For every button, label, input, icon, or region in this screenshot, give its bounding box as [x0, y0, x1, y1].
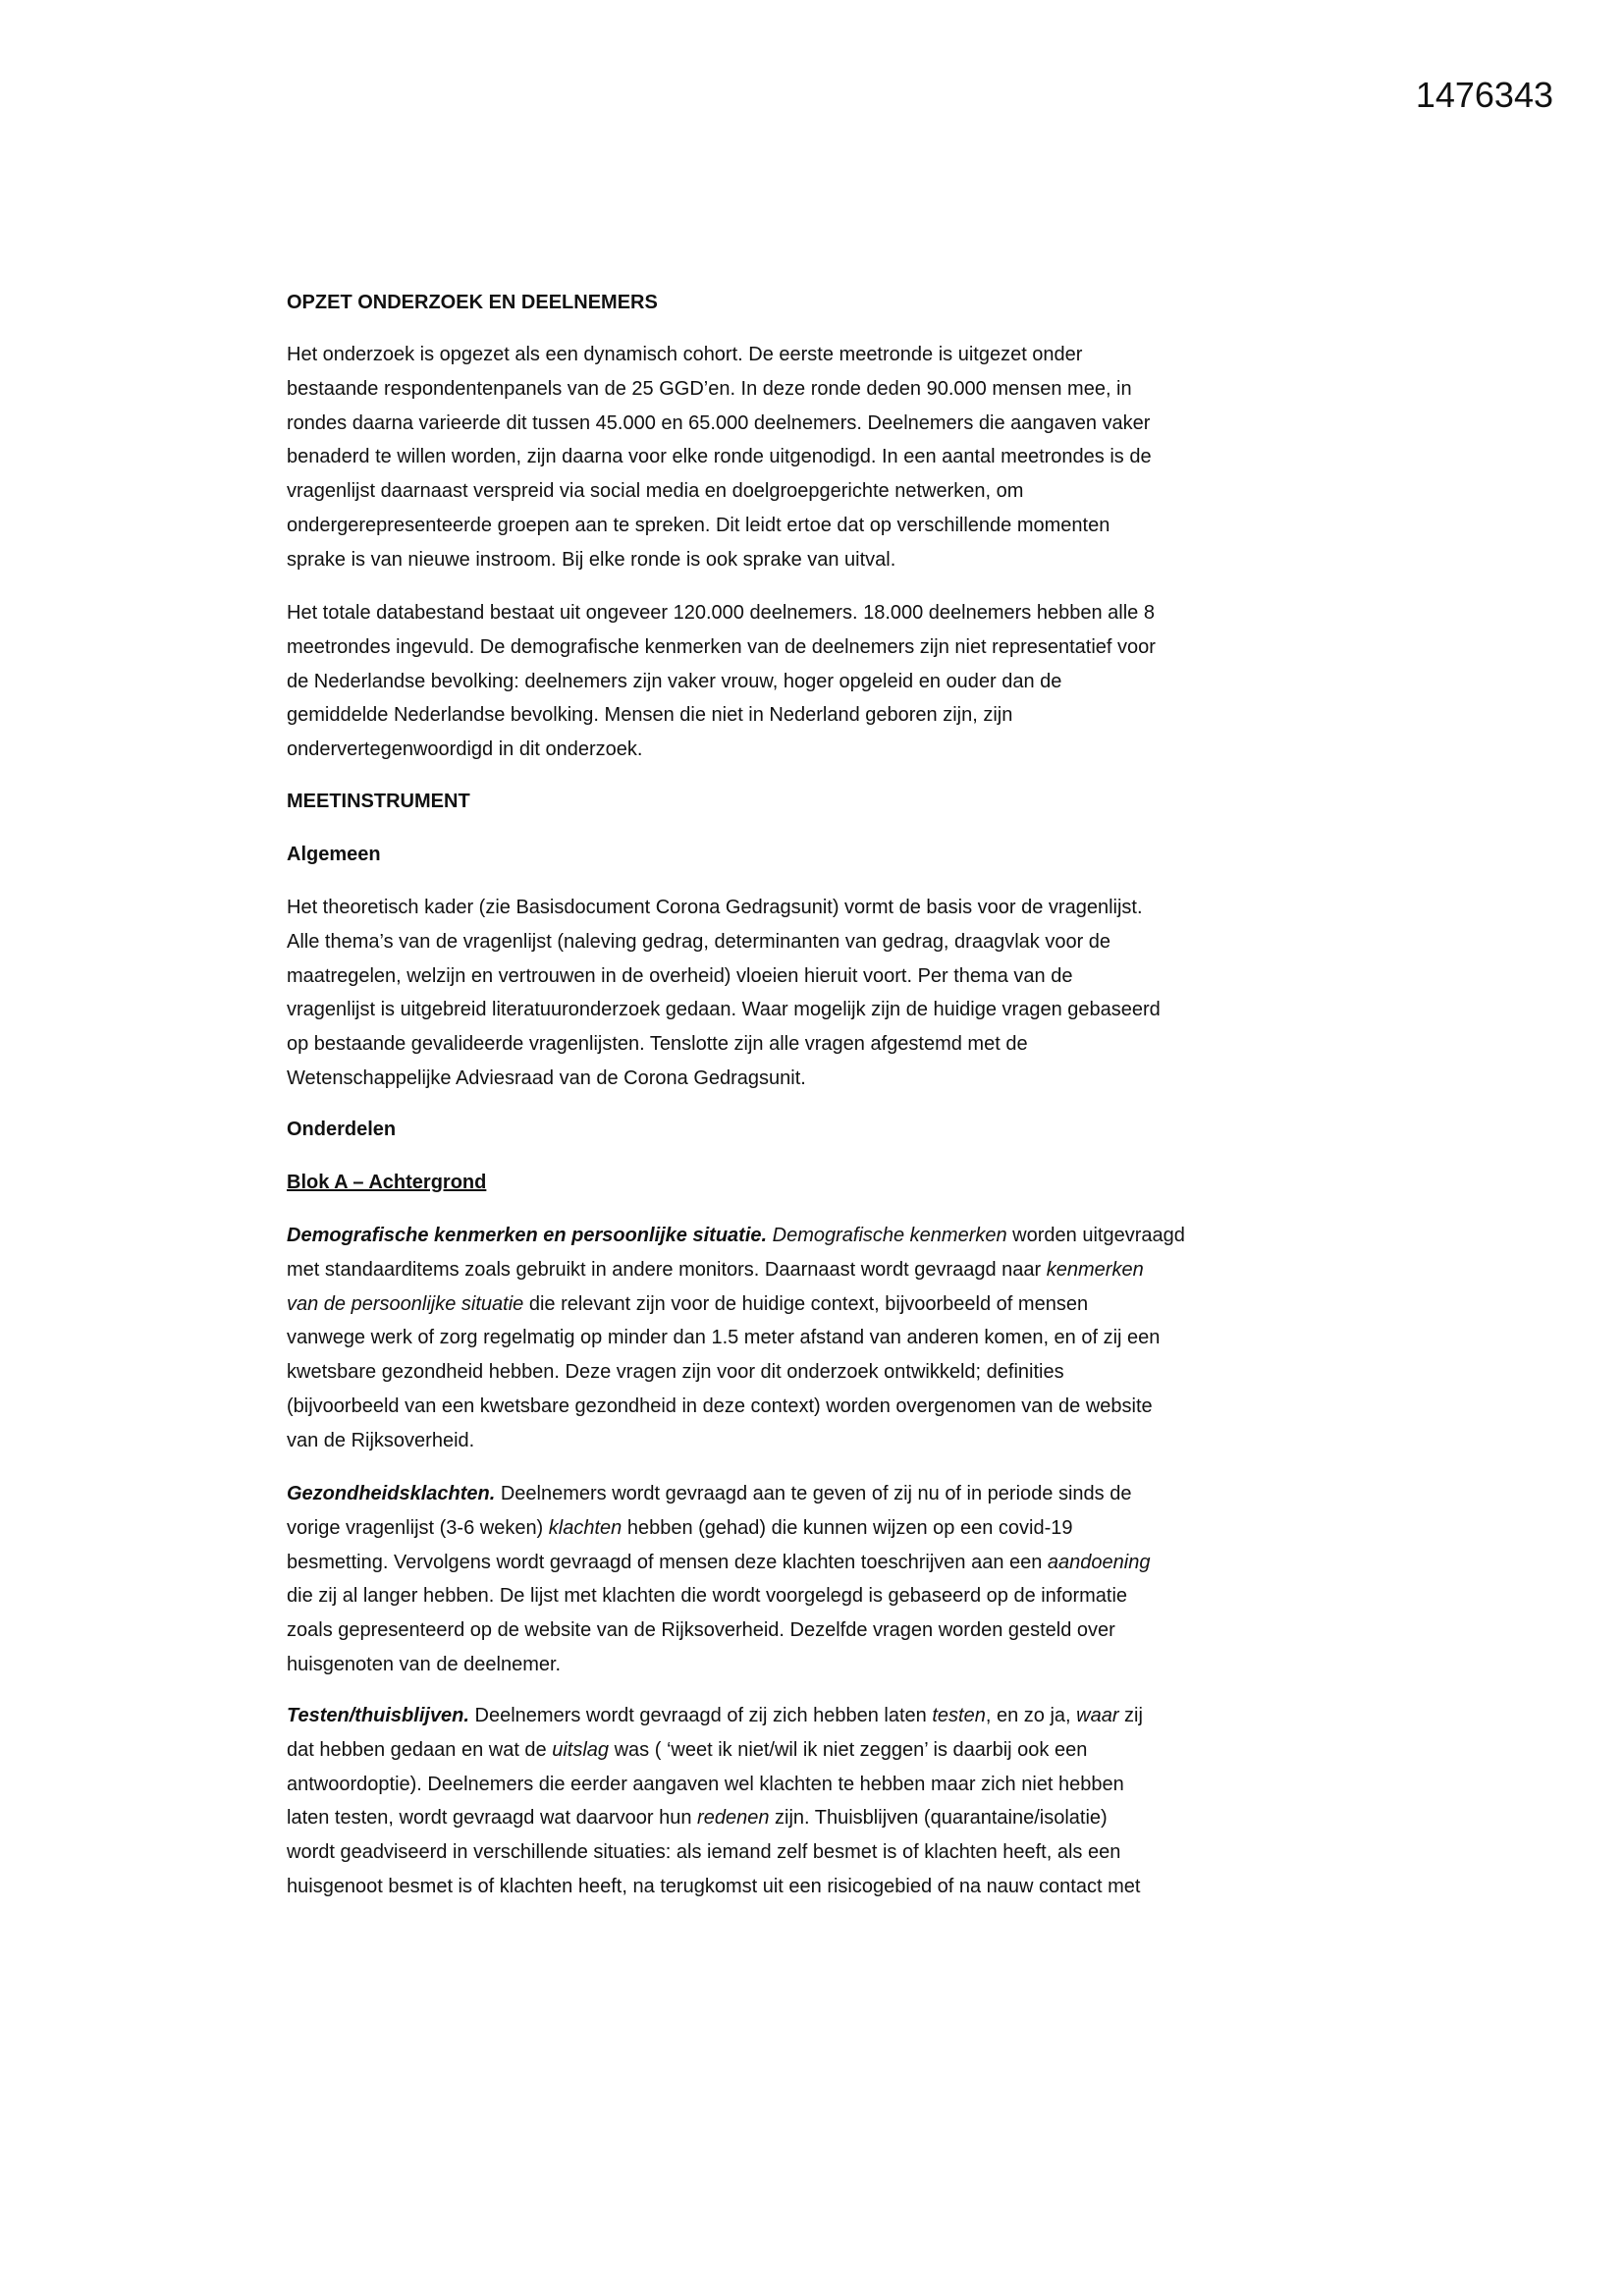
text-line	[287, 1166, 486, 1200]
text-run: Deelnemers wordt gevraagd of zij zich hebben laten	[468, 1705, 933, 1726]
text-run: kwetsbare gezondheid hebben. Deze vragen zijn voor dit onderzoek ontwikkeld; definities	[287, 1361, 1064, 1384]
text-line	[287, 1062, 1161, 1096]
text-line	[287, 785, 470, 819]
text-line	[287, 1287, 1185, 1322]
paragraph-opzet-2	[287, 596, 1156, 767]
text-line	[287, 959, 1161, 994]
subheading-algemeen	[287, 838, 381, 872]
text-run: waar	[1076, 1705, 1119, 1726]
text-run: van de Rijksoverheid.	[287, 1429, 475, 1451]
text-run: vragenlijst is uitgebreid literatuuronderzoek gedaan. Waar mogelijk zijn de huidige vragen gebaseerd	[287, 999, 1161, 1021]
text-run: antwoordoptie). Deelnemers die eerder aangaven wel klachten te hebben maar zich niet hebben	[287, 1773, 1124, 1795]
text-line	[287, 1699, 1143, 1733]
text-line	[287, 698, 1156, 733]
text-run: wordt geadviseerd in verschillende situaties: als iemand zelf besmet is of klachten heeft, als een	[287, 1841, 1121, 1864]
text-run: was ( ‘weet ik niet/wil ik niet zeggen’ is daarbij ook een	[609, 1738, 1088, 1761]
text-run: Demografische kenmerken en persoonlijke situatie.	[287, 1225, 768, 1246]
text-run: Alle thema’s van de vragenlijst (naleving gedrag, determinanten van gedrag, draagvlak voor de	[287, 930, 1111, 953]
text-line	[287, 1768, 1143, 1802]
text-line	[287, 543, 1152, 577]
text-run: uitslag	[552, 1738, 610, 1761]
text-line	[287, 1835, 1143, 1870]
text-run: van de persoonlijke situatie	[287, 1292, 524, 1315]
text-run: klachten	[548, 1516, 623, 1539]
text-run: Testen/thuisblijven.	[287, 1705, 469, 1726]
text-line	[287, 1511, 1150, 1546]
text-line	[287, 338, 1152, 372]
subheading-blok-a	[287, 1166, 486, 1200]
paragraph-opzet-1	[287, 338, 1152, 577]
text-run: MEETINSTRUMENT	[287, 791, 470, 812]
text-line	[287, 1648, 1150, 1682]
heading-meetinstrument	[287, 785, 470, 819]
text-line	[287, 1219, 1185, 1253]
text-run: laten testen, wordt gevraagd wat daarvoor hun	[287, 1807, 698, 1830]
text-run: kenmerken	[1046, 1258, 1144, 1281]
text-line	[287, 1321, 1185, 1355]
text-line	[287, 1801, 1143, 1835]
text-line	[287, 407, 1152, 441]
text-run: Het onderzoek is opgezet als een dynamisch cohort. De eerste meetronde is uitgezet onder	[287, 344, 1083, 365]
text-run: (bijvoorbeeld van een kwetsbare gezondheid in deze context) worden overgenomen van de website	[287, 1394, 1153, 1417]
text-run: zij	[1118, 1705, 1143, 1726]
text-run: Algemeen	[287, 844, 381, 865]
text-line	[287, 1113, 396, 1147]
text-line	[287, 509, 1152, 543]
text-run: gemiddelde Nederlandse bevolking. Mensen die niet in Nederland geboren zijn, zijn	[287, 704, 1013, 727]
text-run: OPZET ONDERZOEK EN DEELNEMERS	[287, 292, 658, 313]
text-line	[287, 665, 1156, 699]
text-run: Wetenschappelijke Adviesraad van de Corona Gedragsunit.	[287, 1066, 806, 1089]
text-line	[287, 1546, 1150, 1580]
subheading-onderdelen	[287, 1113, 396, 1147]
text-run: huisgenoten van de deelnemer.	[287, 1653, 562, 1675]
text-run: maatregelen, welzijn en vertrouwen in de overheid) vloeien hieruit voort. Per thema van de	[287, 964, 1073, 987]
text-run: met standaarditems zoals gebruikt in andere monitors. Daarnaast wordt gevraagd naar	[287, 1258, 1047, 1281]
text-run: huisgenoot besmet is of klachten heeft, na terugkomst uit een risicogebied of na nauw contact met	[287, 1875, 1141, 1897]
text-run: aandoening	[1047, 1551, 1151, 1573]
text-run: hebben (gehad) die kunnen wijzen op een covid-19	[622, 1516, 1073, 1539]
text-run: dat hebben gedaan en wat de	[287, 1738, 553, 1761]
text-run: zijn. Thuisblijven (quarantaine/isolatie)	[769, 1807, 1108, 1830]
text-run: worden uitgevraagd	[1006, 1225, 1185, 1246]
text-run: die relevant zijn voor de huidige context, bijvoorbeeld of mensen	[523, 1292, 1089, 1315]
text-run: Het totale databestand bestaat uit ongeveer 120.000 deelnemers. 18.000 deelnemers hebben alle 8	[287, 602, 1155, 624]
text-line	[287, 1253, 1185, 1287]
text-run: Gezondheidsklachten.	[287, 1483, 496, 1504]
paragraph-algemeen	[287, 891, 1161, 1096]
text-line	[287, 1424, 1185, 1458]
text-run: besmetting. Vervolgens wordt gevraagd of mensen deze klachten toeschrijven aan een	[287, 1551, 1048, 1573]
paragraph-testen	[287, 1699, 1143, 1904]
text-run: de Nederlandse bevolking: deelnemers zijn vaker vrouw, hoger opgeleid en ouder dan de	[287, 670, 1062, 692]
text-run: ondergerepresenteerde groepen aan te spreken. Dit leidt ertoe dat op verschillende momenten	[287, 514, 1110, 536]
heading-opzet	[287, 286, 658, 320]
text-line	[287, 1613, 1150, 1648]
text-run: meetrondes ingevuld. De demografische kenmerken van de deelnemers zijn niet representatief voor	[287, 635, 1156, 658]
text-line	[287, 474, 1152, 509]
text-line	[287, 630, 1156, 665]
text-line	[287, 1390, 1185, 1424]
text-run: redenen	[697, 1807, 770, 1830]
text-line	[287, 1579, 1150, 1613]
paragraph-demografische	[287, 1219, 1185, 1458]
text-run: sprake is van nieuwe instroom. Bij elke ronde is ook sprake van uitval.	[287, 548, 896, 571]
text-line	[287, 1027, 1161, 1062]
text-run: vanwege werk of zorg regelmatig op minder dan 1.5 meter afstand van anderen komen, en of zij een	[287, 1327, 1161, 1349]
text-line	[287, 286, 658, 320]
text-run: rondes daarna varieerde dit tussen 45.000 en 65.000 deelnemers. Deelnemers die aangaven vaker	[287, 411, 1151, 434]
document-number: 1476343	[1415, 75, 1553, 115]
text-line	[287, 891, 1161, 925]
text-line	[287, 1733, 1143, 1768]
paragraph-gezondheidsklachten	[287, 1477, 1150, 1682]
text-run: , en zo ja,	[985, 1705, 1077, 1726]
text-run: vragenlijst daarnaast verspreid via social media en doelgroepgerichte netwerken, om	[287, 480, 1024, 503]
text-run: ondervertegenwoordigd in dit onderzoek.	[287, 738, 643, 761]
text-line	[287, 733, 1156, 767]
text-run: Blok A – Achtergrond	[287, 1172, 487, 1193]
text-line	[287, 925, 1161, 959]
text-line	[287, 993, 1161, 1027]
text-run: die zij al langer hebben. De lijst met klachten die wordt voorgelegd is gebaseerd op de informatie	[287, 1585, 1128, 1608]
text-run: Onderdelen	[287, 1119, 397, 1140]
text-run: bestaande respondentenpanels van de 25 GGD’en. In deze ronde deden 90.000 mensen mee, in	[287, 377, 1132, 400]
text-line	[287, 1870, 1143, 1904]
text-line	[287, 440, 1152, 474]
text-run: Het theoretisch kader (zie Basisdocument Corona Gedragsunit) vormt de basis voor de vragenlijst.	[287, 897, 1143, 918]
text-line	[287, 838, 381, 872]
text-run: op bestaande gevalideerde vragenlijsten. Tenslotte zijn alle vragen afgestemd met de	[287, 1033, 1028, 1056]
text-run: Demografische kenmerken	[772, 1225, 1007, 1246]
text-line	[287, 1355, 1185, 1390]
text-line	[287, 596, 1156, 630]
text-line	[287, 372, 1152, 407]
text-run: Deelnemers wordt gevraagd aan te geven of zij nu of in periode sinds de	[495, 1483, 1132, 1504]
text-run: benaderd te willen worden, zijn daarna voor elke ronde uitgenodigd. In een aantal meetrondes is de	[287, 446, 1152, 468]
text-line	[287, 1477, 1150, 1511]
text-run: vorige vragenlijst (3-6 weken)	[287, 1516, 549, 1539]
text-run: testen	[932, 1705, 986, 1726]
text-run: zoals gepresenteerd op de website van de Rijksoverheid. Dezelfde vragen worden gesteld over	[287, 1619, 1115, 1642]
